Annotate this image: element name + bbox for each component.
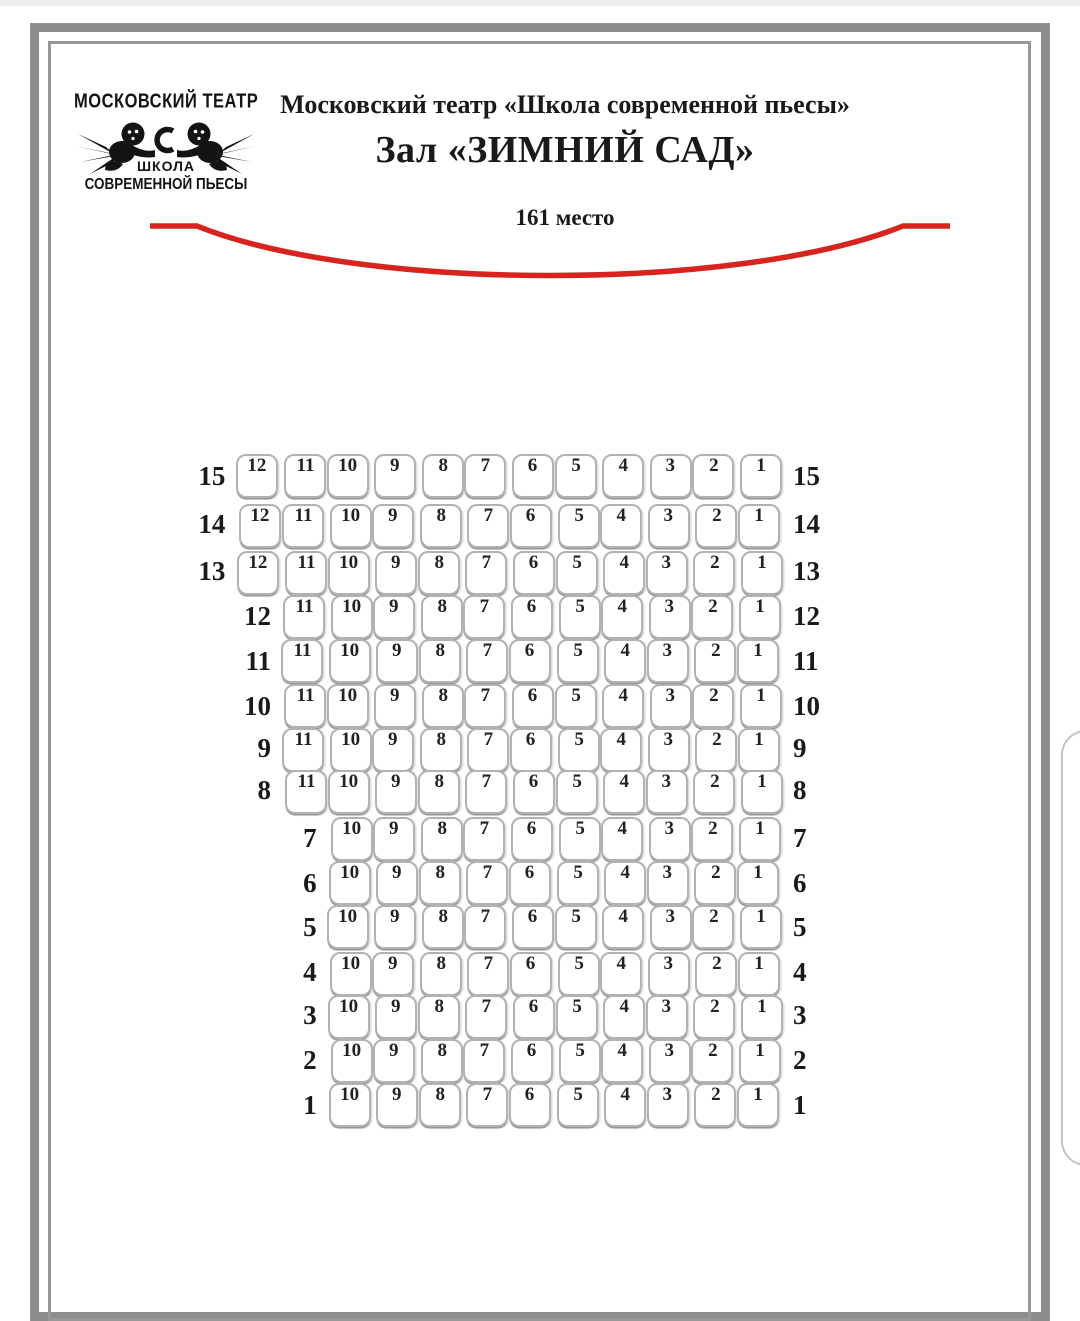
seat[interactable]: 12 — [237, 551, 279, 595]
hall-title: Зал «ЗИМНИЙ САД» — [375, 129, 755, 171]
seat[interactable]: 9 — [376, 861, 418, 905]
seat[interactable]: 11 — [281, 639, 323, 683]
logo-text-middle: ШКОЛА — [136, 158, 196, 174]
seat[interactable]: 4 — [604, 861, 646, 905]
seat[interactable]: 5 — [556, 770, 598, 814]
seat[interactable]: 3 — [646, 551, 688, 595]
seat[interactable]: 9 — [372, 504, 414, 548]
seat[interactable]: 5 — [555, 905, 597, 949]
seat[interactable]: 10 — [328, 770, 370, 814]
seat[interactable]: 8 — [419, 1083, 461, 1127]
seat[interactable]: 1 — [740, 905, 782, 949]
row-label-left: 11 — [245, 646, 271, 676]
seat[interactable]: 4 — [600, 952, 642, 996]
seat[interactable]: 2 — [694, 861, 736, 905]
row-label-right: 14 — [793, 509, 820, 539]
row-label-right: 2 — [793, 1045, 807, 1075]
seat[interactable]: 3 — [649, 1039, 691, 1083]
seat[interactable]: 7 — [467, 952, 509, 996]
seat[interactable]: 9 — [373, 595, 415, 639]
seat[interactable]: 1 — [738, 504, 780, 548]
seat[interactable]: 2 — [691, 595, 733, 639]
seat[interactable]: 5 — [557, 861, 599, 905]
seat[interactable]: 7 — [464, 454, 506, 498]
seat[interactable]: 11 — [282, 504, 324, 548]
seat[interactable]: 11 — [285, 770, 327, 814]
seat[interactable]: 2 — [693, 551, 735, 595]
seat[interactable]: 5 — [558, 728, 600, 772]
seat[interactable]: 7 — [466, 639, 508, 683]
seat[interactable]: 3 — [649, 817, 691, 861]
row-label-left: 8 — [257, 775, 271, 805]
seat[interactable]: 4 — [603, 551, 645, 595]
row-label-left: 2 — [303, 1045, 317, 1075]
seat[interactable]: 9 — [376, 1083, 418, 1127]
seat[interactable]: 9 — [375, 995, 417, 1039]
seat[interactable]: 8 — [422, 905, 464, 949]
seat[interactable]: 6 — [513, 995, 555, 1039]
seat[interactable]: 2 — [691, 817, 733, 861]
seat[interactable]: 6 — [513, 770, 555, 814]
seat[interactable]: 7 — [463, 1039, 505, 1083]
seat[interactable]: 8 — [420, 952, 462, 996]
seat[interactable]: 7 — [466, 861, 508, 905]
seat[interactable]: 7 — [464, 684, 506, 728]
capacity-label: 161 место — [515, 205, 615, 230]
seat[interactable]: 6 — [511, 595, 553, 639]
seat[interactable]: 2 — [695, 504, 737, 548]
seat[interactable]: 4 — [602, 454, 644, 498]
seat[interactable]: 1 — [739, 817, 781, 861]
seat[interactable]: 8 — [422, 454, 464, 498]
seat[interactable]: 8 — [418, 770, 460, 814]
row-label-right: 9 — [793, 733, 807, 763]
logo-text-top: МОСКОВСКИЙ ТЕАТР — [74, 90, 259, 113]
row-label-left: 15 — [198, 461, 226, 491]
seat[interactable]: 6 — [510, 952, 552, 996]
seat[interactable]: 1 — [737, 639, 779, 683]
seat[interactable]: 5 — [559, 1039, 601, 1083]
seat[interactable]: 8 — [419, 861, 461, 905]
seat[interactable]: 3 — [648, 504, 690, 548]
seat[interactable]: 8 — [422, 684, 464, 728]
seat[interactable]: 10 — [328, 551, 370, 595]
seat[interactable]: 1 — [739, 595, 781, 639]
seat[interactable]: 2 — [693, 995, 735, 1039]
row-label-right: 5 — [793, 912, 807, 942]
seat[interactable]: 12 — [236, 454, 278, 498]
seat[interactable]: 6 — [513, 551, 555, 595]
seat[interactable]: 9 — [372, 728, 414, 772]
seat[interactable]: 5 — [557, 639, 599, 683]
seat[interactable]: 3 — [646, 770, 688, 814]
seat[interactable]: 4 — [602, 684, 644, 728]
row-label-left: 3 — [303, 1000, 317, 1030]
seat[interactable]: 3 — [650, 905, 692, 949]
seat[interactable]: 3 — [650, 454, 692, 498]
seat[interactable]: 7 — [467, 504, 509, 548]
seat[interactable]: 4 — [600, 504, 642, 548]
edge-panel-handle[interactable] — [1061, 730, 1080, 1166]
seat[interactable]: 5 — [555, 684, 597, 728]
seat[interactable]: 1 — [738, 952, 780, 996]
seat[interactable]: 10 — [329, 1083, 371, 1127]
seat[interactable]: 2 — [692, 684, 734, 728]
seat[interactable]: 10 — [331, 595, 373, 639]
seat[interactable]: 5 — [556, 995, 598, 1039]
seat[interactable]: 3 — [649, 595, 691, 639]
seat[interactable]: 11 — [284, 684, 326, 728]
seat[interactable]: 6 — [509, 861, 551, 905]
row-label-right: 13 — [793, 556, 820, 586]
seat[interactable]: 7 — [464, 905, 506, 949]
seat[interactable]: 7 — [465, 770, 507, 814]
seat[interactable]: 6 — [510, 728, 552, 772]
seat[interactable]: 8 — [418, 995, 460, 1039]
seat[interactable]: 9 — [372, 952, 414, 996]
row-label-right: 15 — [793, 461, 820, 491]
seat[interactable]: 6 — [512, 684, 554, 728]
seat[interactable]: 2 — [691, 1039, 733, 1083]
seat[interactable]: 9 — [373, 1039, 415, 1083]
row-label-left: 6 — [303, 868, 317, 898]
seat[interactable]: 12 — [239, 504, 281, 548]
seat[interactable]: 9 — [374, 454, 416, 498]
seat[interactable]: 4 — [601, 595, 643, 639]
seat[interactable]: 1 — [741, 995, 783, 1039]
seat[interactable]: 1 — [739, 1039, 781, 1083]
theater-title: Московский театр «Школа современной пьесы» — [280, 90, 850, 119]
seat[interactable]: 2 — [695, 952, 737, 996]
seat[interactable]: 6 — [511, 817, 553, 861]
row-label-left: 12 — [244, 601, 271, 631]
row-label-right: 1 — [793, 1090, 807, 1120]
seat[interactable]: 1 — [737, 1083, 779, 1127]
logo-text-bottom: СОВРЕМЕННОЙ ПЬЕСЫ — [84, 175, 248, 193]
seat[interactable]: 4 — [604, 639, 646, 683]
seat[interactable]: 5 — [557, 1083, 599, 1127]
seat[interactable]: 10 — [330, 728, 372, 772]
seat[interactable]: 1 — [740, 454, 782, 498]
seat[interactable]: 2 — [692, 905, 734, 949]
row-label-left: 10 — [244, 691, 271, 721]
seat[interactable]: 4 — [601, 817, 643, 861]
seat[interactable]: 8 — [420, 728, 462, 772]
seat[interactable]: 11 — [284, 454, 326, 498]
seat[interactable]: 3 — [650, 684, 692, 728]
seat[interactable]: 7 — [465, 551, 507, 595]
seat[interactable]: 8 — [418, 551, 460, 595]
seat[interactable]: 7 — [465, 995, 507, 1039]
row-label-right: 8 — [793, 775, 807, 805]
row-label-left: 13 — [198, 556, 226, 586]
seat[interactable]: 2 — [695, 728, 737, 772]
seat[interactable]: 2 — [694, 1083, 736, 1127]
seat[interactable]: 10 — [330, 952, 372, 996]
seat[interactable]: 9 — [374, 684, 416, 728]
seat[interactable]: 2 — [692, 454, 734, 498]
seat[interactable]: 10 — [327, 454, 369, 498]
seat[interactable]: 7 — [467, 728, 509, 772]
seat[interactable]: 5 — [559, 595, 601, 639]
seat[interactable]: 1 — [737, 861, 779, 905]
row-label-right: 4 — [793, 957, 807, 987]
seat[interactable]: 5 — [556, 551, 598, 595]
seat[interactable]: 4 — [603, 995, 645, 1039]
seat[interactable]: 2 — [694, 639, 736, 683]
seat[interactable]: 6 — [512, 905, 554, 949]
seat[interactable]: 1 — [740, 684, 782, 728]
seat[interactable]: 3 — [646, 995, 688, 1039]
seat[interactable]: 4 — [602, 905, 644, 949]
seat[interactable]: 6 — [511, 1039, 553, 1083]
seat[interactable]: 11 — [285, 551, 327, 595]
seat[interactable]: 8 — [421, 1039, 463, 1083]
seat[interactable]: 1 — [741, 770, 783, 814]
seat[interactable]: 6 — [509, 639, 551, 683]
row-label-left: 9 — [257, 733, 271, 763]
seat[interactable]: 5 — [555, 454, 597, 498]
seat[interactable]: 10 — [329, 861, 371, 905]
seat[interactable]: 3 — [647, 861, 689, 905]
seat[interactable]: 6 — [509, 1083, 551, 1127]
row-label-right: 11 — [793, 646, 819, 676]
seat[interactable]: 10 — [331, 817, 373, 861]
row-label-right: 12 — [793, 601, 820, 631]
row-label-left: 14 — [198, 509, 226, 539]
seat[interactable]: 11 — [282, 728, 324, 772]
seat[interactable]: 9 — [375, 551, 417, 595]
seat[interactable]: 3 — [647, 1083, 689, 1127]
seat[interactable]: 4 — [603, 770, 645, 814]
row-label-left: 1 — [303, 1090, 317, 1120]
seat[interactable]: 5 — [559, 817, 601, 861]
seat[interactable]: 3 — [648, 728, 690, 772]
seat[interactable]: 1 — [738, 728, 780, 772]
seat[interactable]: 3 — [647, 639, 689, 683]
seat[interactable]: 9 — [374, 905, 416, 949]
row-label-left: 5 — [303, 912, 317, 942]
seat[interactable]: 10 — [327, 905, 369, 949]
seat[interactable]: 10 — [327, 684, 369, 728]
seat[interactable]: 3 — [648, 952, 690, 996]
seat[interactable]: 4 — [604, 1083, 646, 1127]
row-label-right: 7 — [793, 823, 807, 853]
seat[interactable]: 10 — [331, 1039, 373, 1083]
row-label-right: 10 — [793, 691, 820, 721]
seat[interactable]: 7 — [463, 817, 505, 861]
seat[interactable]: 10 — [330, 504, 372, 548]
seat[interactable]: 8 — [420, 504, 462, 548]
seat[interactable]: 10 — [329, 639, 371, 683]
seat[interactable]: 2 — [693, 770, 735, 814]
seat[interactable]: 4 — [601, 1039, 643, 1083]
seat[interactable]: 8 — [419, 639, 461, 683]
row-label-left: 4 — [303, 957, 317, 987]
seat[interactable]: 9 — [373, 817, 415, 861]
seat[interactable]: 11 — [283, 595, 325, 639]
seat[interactable]: 4 — [600, 728, 642, 772]
seat[interactable]: 8 — [421, 595, 463, 639]
seat[interactable]: 7 — [466, 1083, 508, 1127]
seat[interactable]: 5 — [558, 952, 600, 996]
row-label-left: 7 — [303, 823, 317, 853]
seat[interactable]: 1 — [741, 551, 783, 595]
row-label-right: 3 — [793, 1000, 807, 1030]
seat[interactable]: 6 — [510, 504, 552, 548]
row-label-right: 6 — [793, 868, 807, 898]
seat[interactable]: 10 — [328, 995, 370, 1039]
seat[interactable]: 7 — [463, 595, 505, 639]
seat[interactable]: 9 — [376, 639, 418, 683]
seat[interactable]: 9 — [375, 770, 417, 814]
seat[interactable]: 5 — [558, 504, 600, 548]
seat[interactable]: 6 — [512, 454, 554, 498]
seat[interactable]: 8 — [421, 817, 463, 861]
